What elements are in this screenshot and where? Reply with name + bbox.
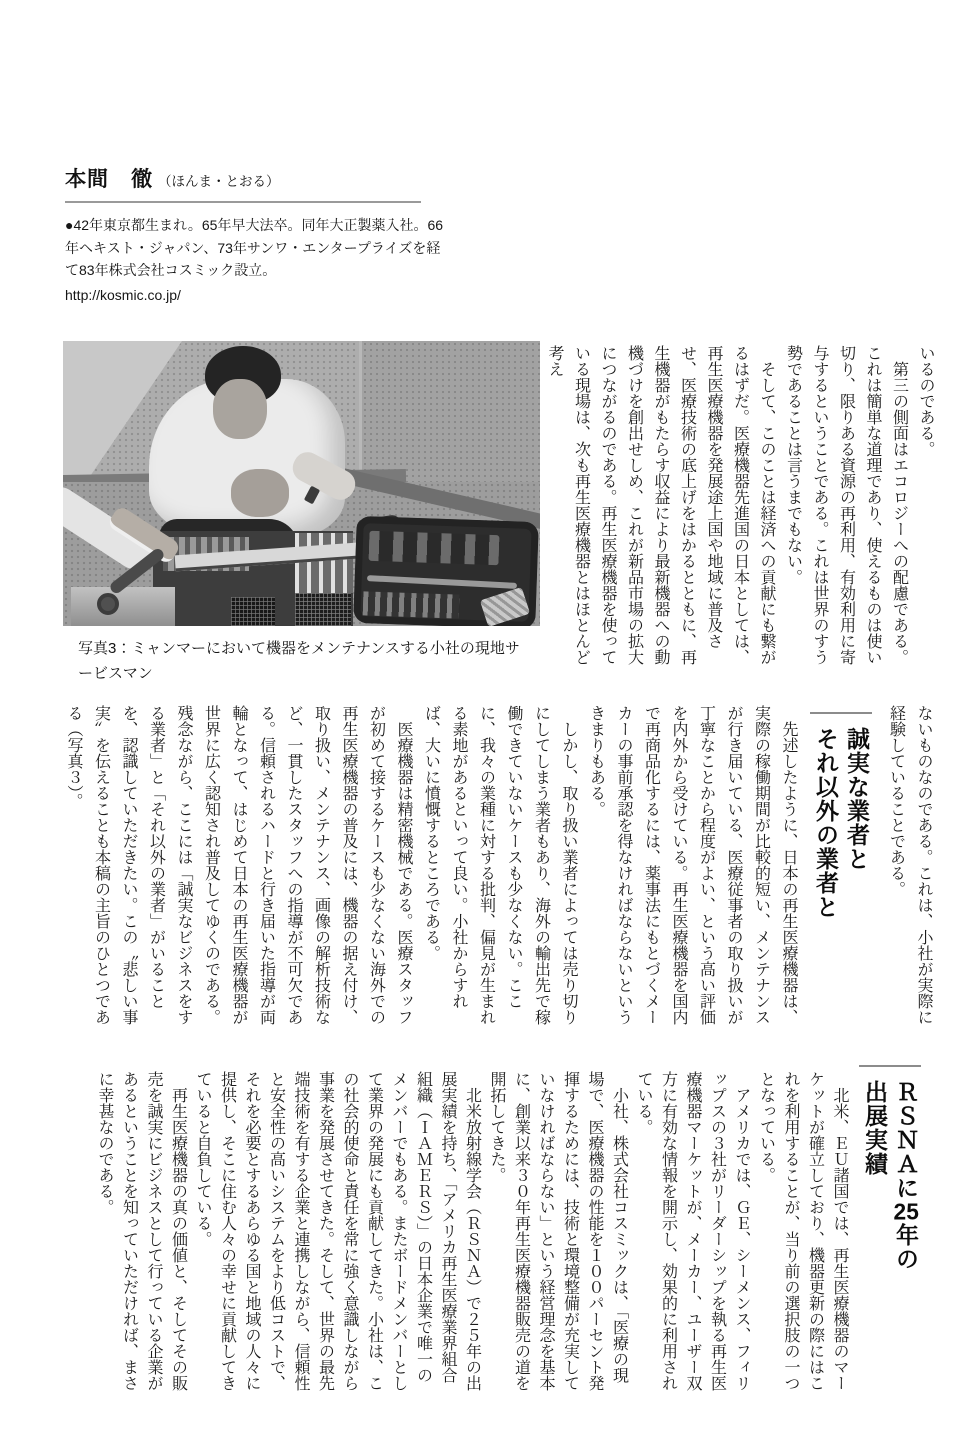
author-bio: ●42年東京都生まれ。65年早大法卒。同年大正製薬入社。66年ヘキスト・ジャパン、73年サンワ・エンタープライズを経て83年株式会社コスミック設立。	[65, 217, 444, 278]
probe-strap-ring	[97, 593, 119, 615]
author-name-row	[65, 163, 447, 193]
heading-line: 出展実績	[862, 1080, 888, 1176]
section-heading-honest-dealers	[810, 712, 872, 1036]
heading-text: ＲＳＮＡに	[893, 1080, 919, 1200]
technician-face	[213, 379, 267, 439]
equipment-circuit-board	[295, 533, 353, 593]
paragraph: アメリカでは、ＧＥ、シーメンス、フィリップスの３社がリーダーシップを執る再生医療機器マーケットが、メーカー、ユーザー双方に有効な情報を開示し、効果的に利用されている。	[635, 1071, 750, 1391]
tool-case-tools	[369, 531, 500, 566]
author-name-reading: （ほんま・とおる）	[158, 174, 280, 189]
paragraph: しかし、取り扱い業者によっては売り切りにしてしまう業者もあり、海外の輸出先で稼働できていないケースも少なくない。ここに、我々の業種に対する批判、偏見が生まれる素地があるといって良い。小社からすれば、大いに憤慨するところである。	[422, 705, 577, 1025]
paragraph: 北米、ＥＵ諸国では、再生医療機器のマーケットが確立しており、機器更新の際にはこれを利用することが、当り前の選択肢の一つとなっている。	[757, 1071, 848, 1391]
heading-text: 年の	[893, 1223, 919, 1271]
heading-number: 25	[893, 1200, 919, 1223]
paragraph: いるのである。	[917, 345, 934, 457]
author-block	[65, 163, 447, 306]
article-band-bottom	[60, 1065, 937, 1395]
paragraph: 第三の側面はエコロジーへの配慮である。これは簡単な道理であり、使えるものは使い切り、限りある資源の再利用、有効利用に寄与するということである。これは世界のすう勢であることは言うまでもない。	[784, 345, 908, 665]
technician-hands	[231, 469, 289, 517]
equipment-metal-cover	[71, 587, 175, 626]
paragraph: そして、このことは経済への貢献にも繋がるはずだ。医療機器先進国の日本としては、再生医療機器を発展途上国や地域に普及させ、医療技術の底上げをはかるとともに、再生機器がもたらす収益により最新機器への動機づけを創出せしめ、これが新品市場の拡大につながるのである。再生医療機器を使っている現場は、次も再生医療機器とはほとんど考え	[546, 345, 775, 665]
tool-case-bits	[363, 591, 460, 618]
section-heading-rsna	[859, 1065, 921, 1395]
heading-line: 誠実な業者と	[844, 727, 870, 871]
author-divider	[65, 201, 421, 203]
paragraph: 再生医療機器の真の価値と、そしてその販売を誠実にビジネスとして行っている企業があるということを知っていただければ、まさに幸甚なのである。	[96, 1071, 187, 1391]
article-band-top	[546, 345, 938, 669]
equipment-vent-grille	[295, 593, 351, 626]
author-url: http://kosmic.co.jp/	[65, 286, 181, 303]
paragraph: 先述したように、日本の再生医療機器は、実際の稼働期間が比較的短い、メンテナンスが行き届いている、医療従事者の取り扱いが丁寧なことから程度がよい、という高い評価を内外から受けている。再生医療機器を国内で再商品化するには、薬事法にもとづくメーカーの事前承認を得なければならないというきまりもある。	[587, 705, 797, 1025]
paragraph: ないものなのである。これは、小社が実際に経験していることである。	[887, 705, 932, 1025]
equipment-vent-grille	[231, 597, 275, 626]
author-name: 本間 徹	[65, 167, 153, 191]
heading-line: それ以外の業者と	[813, 727, 839, 919]
paragraph: 小社、株式会社コスミックは、「医療の現場で、医療機器の性能を１００パーセント発揮するためには、技術と環境整備が充実していなければならない」という経営理念を基本に、創業以来３０年再生医療機器販売の道を開拓してきた。	[488, 1071, 628, 1391]
photo-technician-maintenance	[63, 341, 540, 626]
paragraph: 北米放射線学会（ＲＳＮＡ）で２５年の出展実績を持ち、「アメリカ再生医療業界組合組織（ＩＡＭＥＲＳ）」の日本企業で唯一のメンバーでもある。またボードメンバーとして業界の発展にも貢献してきた。小社は、この社会的使命と責任を常に強く意識しながら事業を発展させてきた。そして、世界の最先端技術を有する企業と連携しながら、信頼性と安全性の高いシステムをより低コストで、それを必要とするあらゆる国と地域の人々に提供し、そこに住む人々の幸せに貢献してきていると自負している。	[194, 1071, 481, 1391]
heading-line	[890, 1080, 921, 1395]
article-band-middle	[60, 705, 937, 1029]
photo-caption: 写真3：ミャンマーにおいて機器をメンテナンスする小社の現地サービスマン	[78, 640, 520, 682]
paragraph: 医療機器は精密機械である。医療スタッフが初めて接するケースも少なくない海外での再生医療機器の普及には、機器の据え付け、取り扱い、メンテナンス、画像の解析技術など、一貫したスタッフへの指導が不可欠である。信頼されるハードと行き届いた指導が両輪となって、はじめて日本の再生医療機器が世界に広く認知され普及してゆくのである。残念ながら、ここには「誠実なビジネスをする業者」と「それ以外の業者」がいることを、認識していただきたい。この〝悲しい事実〟を伝えることも本稿の主旨のひとつである（写真３）。	[65, 705, 412, 1025]
